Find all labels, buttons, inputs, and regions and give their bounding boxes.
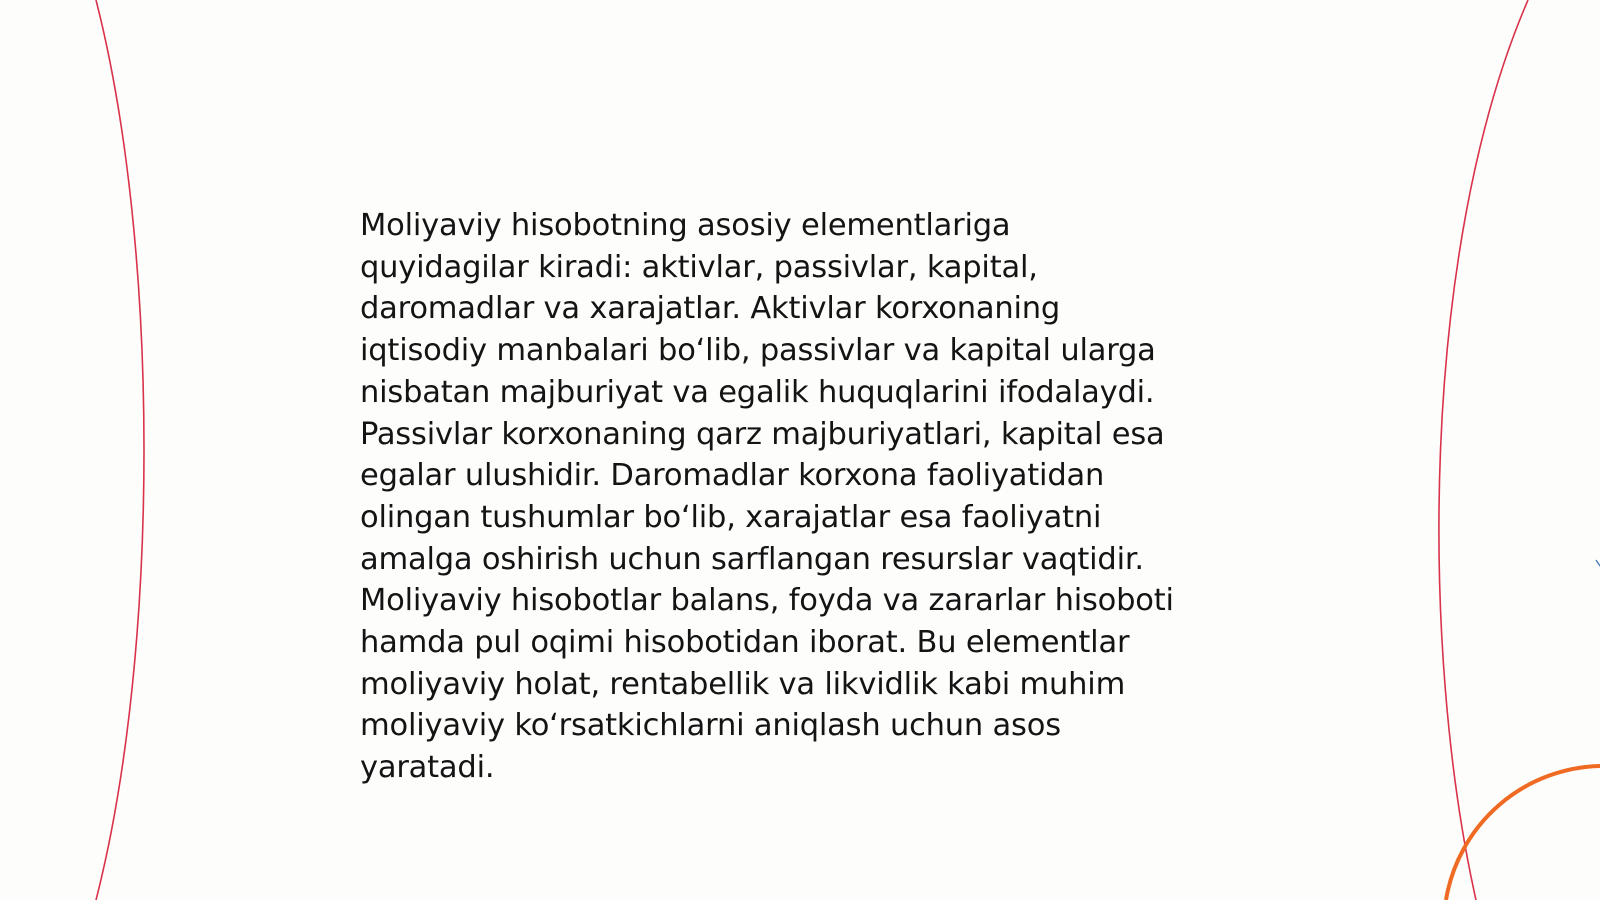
right-curve-line: [1439, 0, 1528, 900]
paragraph-line: daromadlar va xarajatlar. Aktivlar korxonaning: [360, 291, 1061, 327]
paragraph-line: nisbatan majburiyat va egalik huquqlarini ifodalaydi.: [360, 374, 1155, 410]
paragraph-line: amalga oshirish uchun sarflangan resurslar vaqtidir.: [360, 541, 1144, 577]
paragraph-line: olingan tushumlar bo‘lib, xarajatlar esa faoliyatni: [360, 499, 1102, 535]
paragraph-line: Passivlar korxonaning qarz majburiyatlari, kapital esa: [360, 416, 1165, 452]
left-curve-line: [96, 0, 144, 900]
paragraph-line: iqtisodiy manbalari bo‘lib, passivlar va kapital ularga: [360, 333, 1156, 369]
paragraph-line: egalar ulushidir. Daromadlar korxona faoliyatidan: [360, 458, 1105, 494]
paragraph-line: hamda pul oqimi hisobotidan iborat. Bu elementlar: [360, 625, 1130, 661]
body-paragraph: [360, 205, 1260, 789]
right-edge-accent-mark: [1596, 560, 1600, 566]
paragraph-line: moliyaviy ko‘rsatkichlarni aniqlash uchun asos: [360, 708, 1061, 744]
bottom-right-orange-arc: [1446, 766, 1600, 900]
paragraph-line: Moliyaviy hisobotning asosiy elementlariga: [360, 208, 1011, 243]
paragraph-line: Moliyaviy hisobotlar balans, foyda va zararlar hisoboti: [360, 583, 1174, 619]
paragraph-line: quyidagilar kiradi: aktivlar, passivlar, kapital,: [360, 249, 1038, 285]
paragraph-line: yaratadi.: [360, 750, 495, 786]
paragraph-line: moliyaviy holat, rentabellik va likvidlik kabi muhim: [360, 666, 1126, 702]
